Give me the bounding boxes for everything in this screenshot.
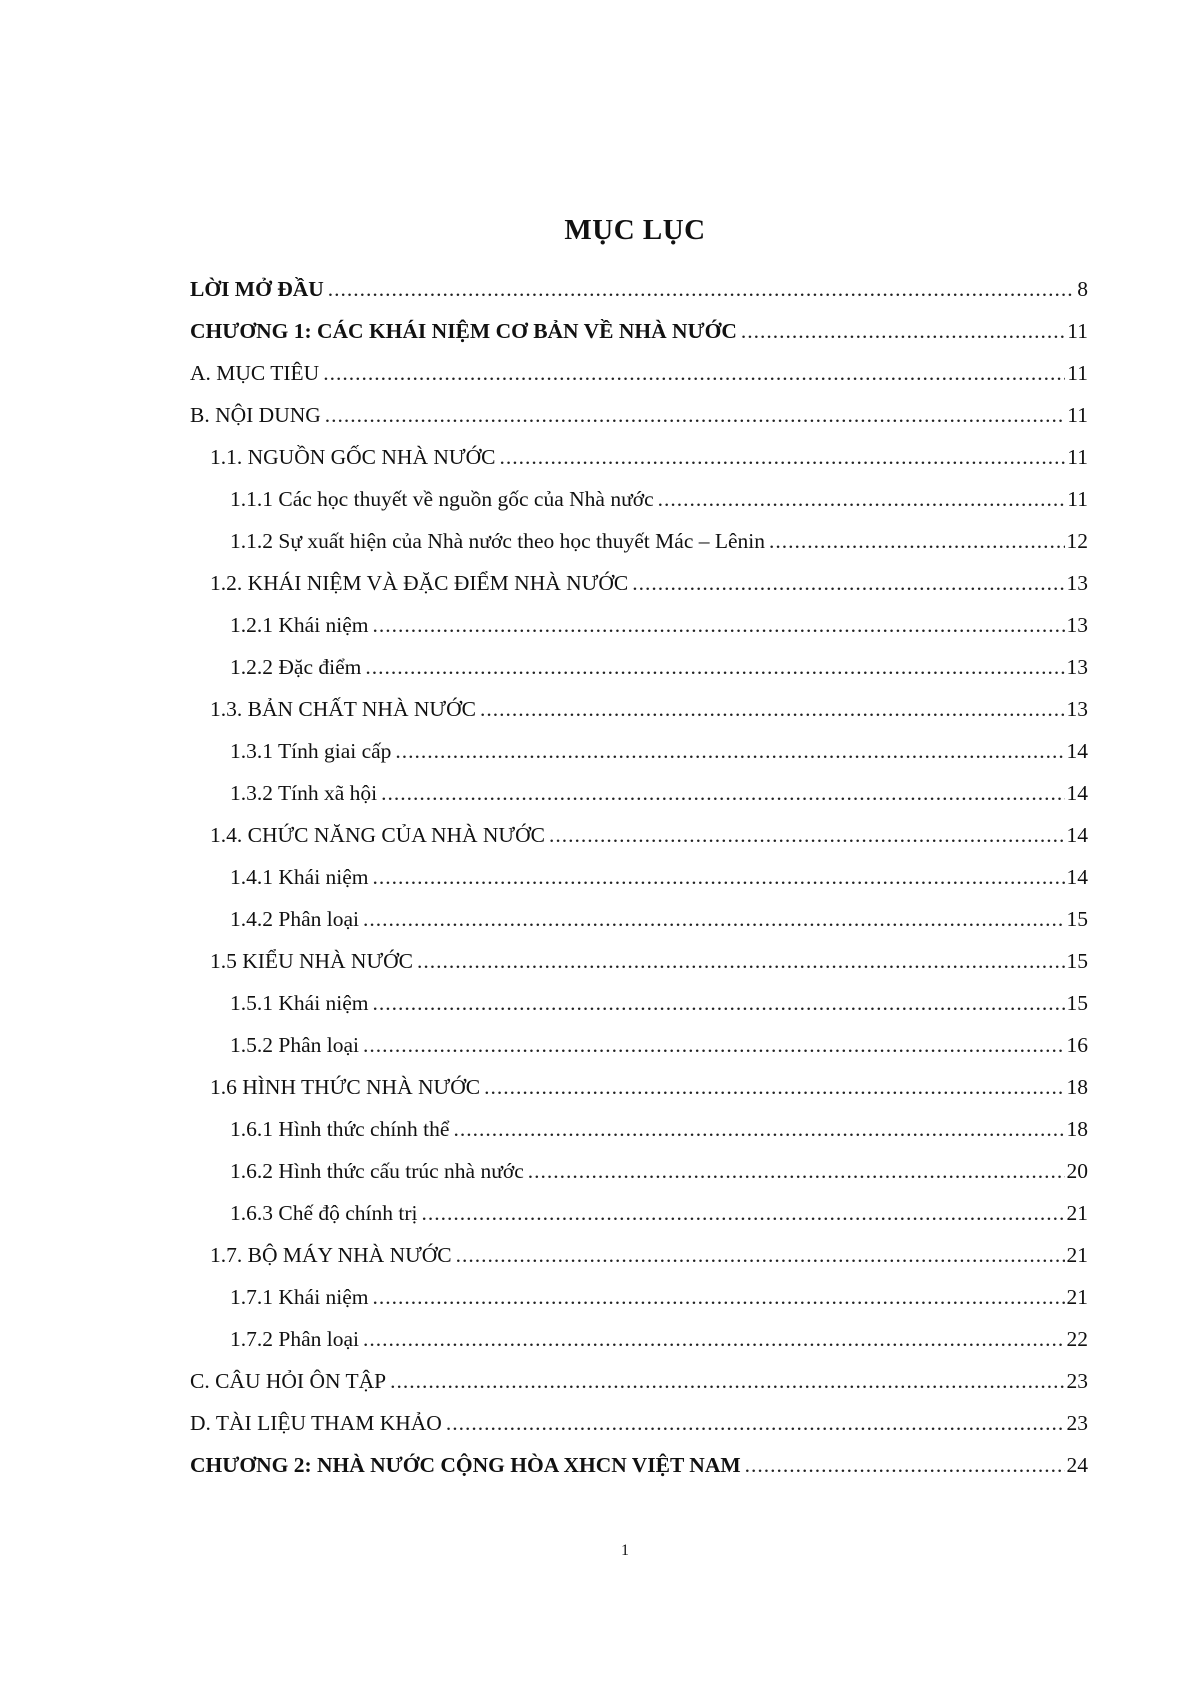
toc-entry-page-number: 21 (1066, 1243, 1088, 1267)
toc-entry[interactable] (190, 1276, 1088, 1318)
toc-entry-page-number: 11 (1067, 445, 1088, 469)
toc-entry-page-number: 15 (1066, 949, 1088, 973)
toc-entry[interactable] (190, 310, 1088, 352)
toc-entry-label: 1.6.1 Hình thức chính thể (230, 1117, 450, 1141)
toc-entry-label: D. TÀI LIỆU THAM KHẢO (190, 1411, 442, 1435)
toc-dot-leader (323, 352, 1065, 394)
toc-entry[interactable] (190, 982, 1088, 1024)
toc-entry-label: 1.3.1 Tính giai cấp (230, 739, 392, 763)
toc-dot-leader (632, 562, 1064, 604)
toc-dot-leader (456, 1234, 1065, 1276)
toc-entry-label: 1.7.2 Phân loại (230, 1327, 359, 1351)
toc-entry[interactable] (190, 1444, 1088, 1486)
toc-entry-label: 1.6 HÌNH THỨC NHÀ NƯỚC (210, 1075, 481, 1099)
toc-entry-page-number: 11 (1067, 361, 1088, 385)
toc-entry-page-number: 18 (1066, 1075, 1088, 1099)
toc-dot-leader (373, 856, 1065, 898)
toc-entry-label: CHƯƠNG 2: NHÀ NƯỚC CỘNG HÒA XHCN VIỆT NAM (190, 1453, 741, 1477)
toc-entry-page-number: 15 (1066, 991, 1088, 1015)
toc-entry-label: 1.2.1 Khái niệm (230, 613, 369, 637)
toc-entry[interactable] (190, 1024, 1088, 1066)
toc-entry-page-number: 21 (1066, 1201, 1088, 1225)
toc-dot-leader (741, 310, 1065, 352)
toc-entry[interactable] (190, 730, 1088, 772)
toc-dot-leader (499, 436, 1065, 478)
toc-entry-label: B. NỘI DUNG (190, 403, 321, 427)
toc-entry[interactable] (190, 352, 1088, 394)
toc-entry-page-number: 23 (1066, 1369, 1088, 1393)
toc-entry-label: C. CÂU HỎI ÔN TẬP (190, 1369, 387, 1393)
toc-entry-label: 1.2. KHÁI NIỆM VÀ ĐẶC ĐIỂM NHÀ NƯỚC (210, 571, 629, 595)
toc-dot-leader (328, 268, 1075, 310)
toc-entry[interactable] (190, 604, 1088, 646)
toc-entry-label: CHƯƠNG 1: CÁC KHÁI NIỆM CƠ BẢN VỀ NHÀ NƯỚC (190, 319, 737, 343)
toc-entry-label: 1.5.2 Phân loại (230, 1033, 359, 1057)
toc-entry-page-number: 13 (1066, 655, 1088, 679)
toc-entry[interactable] (190, 562, 1088, 604)
toc-entry-label: 1.7. BỘ MÁY NHÀ NƯỚC (210, 1243, 452, 1267)
toc-entry-page-number: 14 (1066, 823, 1088, 847)
toc-entry-page-number: 16 (1066, 1033, 1088, 1057)
toc-entry[interactable] (190, 940, 1088, 982)
toc-entry-label: 1.6.2 Hình thức cấu trúc nhà nước (230, 1159, 524, 1183)
toc-entry-page-number: 15 (1066, 907, 1088, 931)
toc-entry-label: 1.5.1 Khái niệm (230, 991, 369, 1015)
toc-dot-leader (365, 646, 1064, 688)
toc-entry[interactable] (190, 1192, 1088, 1234)
toc-entry-page-number: 18 (1066, 1117, 1088, 1141)
toc-entry[interactable] (190, 646, 1088, 688)
toc-entry-page-number: 21 (1066, 1285, 1088, 1309)
page-number: 1 (621, 1542, 629, 1559)
toc-entry-label: 1.5 KIỂU NHÀ NƯỚC (210, 949, 414, 973)
toc-dot-leader (480, 688, 1065, 730)
toc-dot-leader (363, 1024, 1065, 1066)
toc-entry[interactable] (190, 520, 1088, 562)
toc-dot-leader (363, 1318, 1065, 1360)
toc-dot-leader (453, 1108, 1064, 1150)
toc-entry[interactable] (190, 688, 1088, 730)
toc-entry-page-number: 14 (1066, 739, 1088, 763)
toc-entry[interactable] (190, 436, 1088, 478)
toc-entry-page-number: 8 (1077, 277, 1088, 301)
toc-entry[interactable] (190, 856, 1088, 898)
toc-entry-page-number: 14 (1066, 865, 1088, 889)
toc-dot-leader (381, 772, 1064, 814)
toc-entry-page-number: 11 (1067, 403, 1088, 427)
toc-entry-label: LỜI MỞ ĐẦU (190, 277, 324, 301)
toc-dot-leader (745, 1444, 1065, 1486)
toc-entry[interactable] (190, 1360, 1088, 1402)
toc-dot-leader (484, 1066, 1064, 1108)
toc-entry-page-number: 12 (1066, 529, 1088, 553)
toc-dot-leader (446, 1402, 1065, 1444)
toc-entry[interactable] (190, 814, 1088, 856)
toc-entry-label: 1.3. BẢN CHẤT NHÀ NƯỚC (210, 697, 476, 721)
toc-dot-leader (417, 940, 1064, 982)
toc-entry-page-number: 22 (1066, 1327, 1088, 1351)
toc-dot-leader (325, 394, 1066, 436)
toc-entry-label: A. MỤC TIÊU (190, 361, 320, 385)
toc-entry-label: 1.4.1 Khái niệm (230, 865, 369, 889)
toc-entry-page-number: 13 (1066, 571, 1088, 595)
toc-entry[interactable] (190, 772, 1088, 814)
toc-dot-leader (395, 730, 1064, 772)
toc-dot-leader (549, 814, 1065, 856)
table-of-contents (190, 268, 1088, 1486)
toc-entry[interactable] (190, 268, 1088, 310)
toc-entry-label: 1.2.2 Đặc điểm (230, 655, 362, 679)
toc-entry[interactable] (190, 1066, 1088, 1108)
toc-dot-leader (373, 982, 1065, 1024)
toc-entry-label: 1.1. NGUỒN GỐC NHÀ NƯỚC (210, 445, 496, 469)
toc-entry[interactable] (190, 1150, 1088, 1192)
toc-entry[interactable] (190, 1234, 1088, 1276)
toc-entry-label: 1.7.1 Khái niệm (230, 1285, 369, 1309)
toc-entry-label: 1.1.1 Các học thuyết về nguồn gốc của Nhà nước (230, 487, 654, 511)
toc-entry-page-number: 11 (1067, 319, 1088, 343)
toc-dot-leader (658, 478, 1066, 520)
toc-entry-label: 1.3.2 Tính xã hội (230, 781, 378, 805)
toc-entry[interactable] (190, 478, 1088, 520)
toc-dot-leader (363, 898, 1065, 940)
toc-dot-leader (422, 1192, 1065, 1234)
toc-entry-page-number: 20 (1066, 1159, 1088, 1183)
toc-entry-label: 1.6.3 Chế độ chính trị (230, 1201, 418, 1225)
toc-entry-label: 1.4. CHỨC NĂNG CỦA NHÀ NƯỚC (210, 823, 545, 847)
toc-entry[interactable] (190, 898, 1088, 940)
toc-dot-leader (769, 520, 1064, 562)
toc-dot-leader (373, 1276, 1065, 1318)
toc-entry-label: 1.4.2 Phân loại (230, 907, 359, 931)
toc-entry-page-number: 11 (1067, 487, 1088, 511)
toc-dot-leader (373, 604, 1065, 646)
toc-dot-leader (528, 1150, 1065, 1192)
toc-dot-leader (390, 1360, 1064, 1402)
toc-entry-page-number: 13 (1066, 613, 1088, 637)
toc-entry-page-number: 23 (1066, 1411, 1088, 1435)
toc-entry-page-number: 14 (1066, 781, 1088, 805)
toc-entry[interactable] (190, 1108, 1088, 1150)
toc-title: MỤC LỤC (564, 214, 706, 246)
toc-entry-page-number: 24 (1066, 1453, 1088, 1477)
toc-entry[interactable] (190, 1318, 1088, 1360)
toc-entry-page-number: 13 (1066, 697, 1088, 721)
toc-entry[interactable] (190, 1402, 1088, 1444)
toc-entry[interactable] (190, 394, 1088, 436)
toc-entry-label: 1.1.2 Sự xuất hiện của Nhà nước theo học thuyết Mác – Lênin (230, 529, 766, 553)
